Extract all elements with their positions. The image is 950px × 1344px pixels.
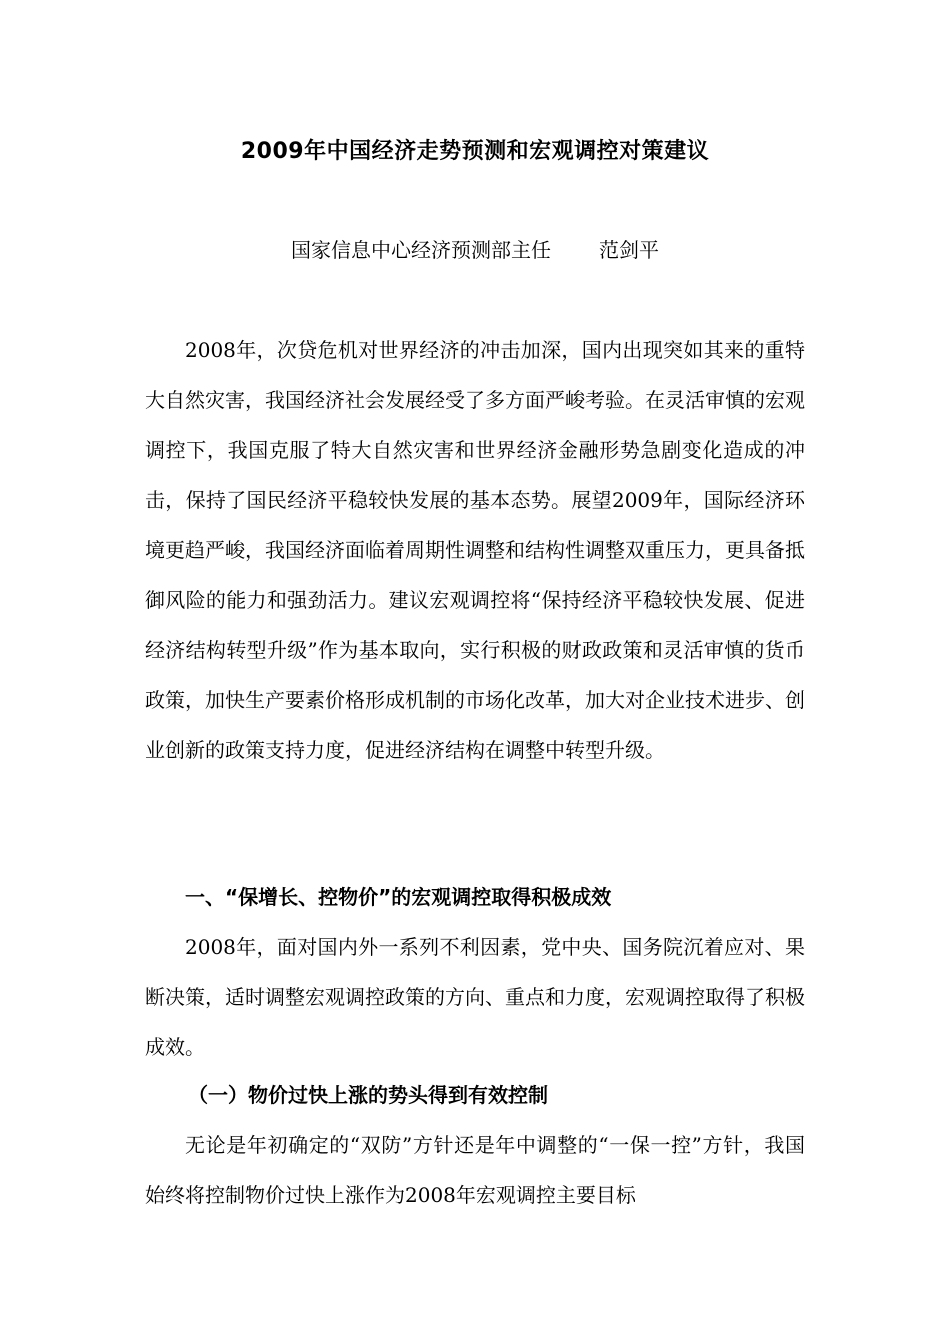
subsection-heading-1: （一）物价过快上涨的势头得到有效控制	[188, 1083, 548, 1107]
section-1-paragraph: 2008年，面对国内外一系列不利因素，党中央、国务院沉着应对、果断决策，适时调整宏观调控政策的方向、重点和力度，宏观调控取得了积极成效。	[145, 935, 805, 1059]
intro-paragraph: 2008年，次贷危机对世界经济的冲击加深，国内出现突如其来的重特大自然灾害，我国经济社会发展经受了多方面严峻考验。在灵活审慎的宏观调控下，我国克服了特大自然灾害和世界经济金融形势急剧变化造成的冲击，保持了国民经济平稳较快发展的基本态势。展望2009年，国际经济环境更趋严峻，我国经济面临着周期性调整和结构性调整双重压力，更具备抵御风险的能力和强劲活力。建议宏观调控将“保持经济平稳较快发展、促进经济结构转型升级”作为基本取向，实行积极的财政政策和灵活审慎的货币政策，加快生产要素价格形成机制的市场化改革，加大对企业技术进步、创业创新的政策支持力度，促进经济结构在调整中转型升级。	[145, 338, 805, 762]
author-name: 范剑平	[599, 238, 659, 262]
author-position: 国家信息中心经济预测部主任	[291, 238, 551, 262]
section-heading-1: 一、“保增长、控物价”的宏观调控取得积极成效	[185, 885, 612, 909]
document-title: 2009年中国经济走势预测和宏观调控对策建议	[240, 139, 710, 164]
author-line	[0, 234, 950, 266]
subsection-1-paragraph: 无论是年初确定的“双防”方针还是年中调整的“一保一控”方针，我国始终将控制物价过快上涨作为2008年宏观调控主要目标	[145, 1133, 805, 1207]
